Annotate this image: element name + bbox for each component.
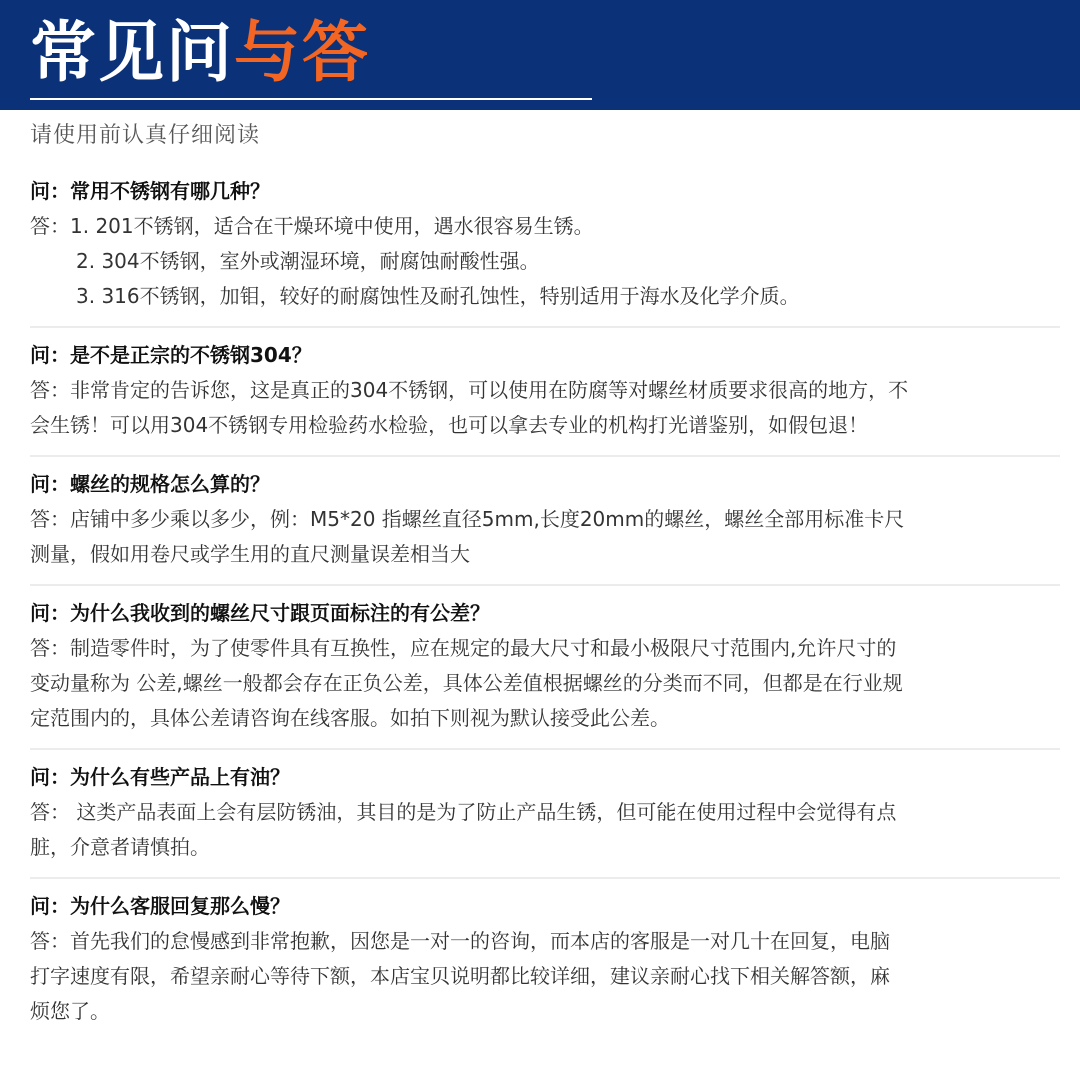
answer-line: 变动量称为 公差,螺丝一般都会存在正负公差，具体公差值根据螺丝的分类而不同，但都是在行业规 — [30, 671, 903, 695]
answer-line: 答：非常肯定的告诉您，这是真正的304不锈钢，可以使用在防腐等对螺丝材质要求很高的地方，不 — [30, 378, 909, 402]
faq-question: 问：是不是正宗的不锈钢304？ — [30, 343, 312, 367]
header-banner — [0, 0, 1080, 110]
faq-item — [30, 596, 1060, 750]
answer-line: 会生锈！可以用304不锈钢专用检验药水检验，也可以拿去专业的机构打光谱鉴别，如假包退！ — [30, 413, 869, 437]
page-subtitle: 请使用前认真仔细阅读 — [30, 123, 261, 148]
faq-item — [30, 338, 1060, 457]
faq-question: 问：常用不锈钢有哪几种？ — [30, 179, 270, 203]
answer-line: 定范围内的，具体公差请咨询在线客服。如拍下则视为默认接受此公差。 — [30, 706, 670, 730]
faq-answer — [30, 631, 1060, 736]
answer-line: 烦您了。 — [30, 999, 110, 1023]
answer-line: 3. 316不锈钢，加钼，较好的耐腐蚀性及耐孔蚀性，特别适用于海水及化学介质。 — [76, 284, 800, 308]
faq-question: 问：为什么有些产品上有油？ — [30, 765, 290, 789]
answer-line: 答：1. 201不锈钢，适合在干燥环境中使用，遇水很容易生锈。 — [30, 214, 594, 238]
page-title-main: 常见问 — [30, 14, 234, 91]
answer-line: 脏，介意者请慎拍。 — [30, 835, 210, 859]
faq-item — [30, 174, 1060, 328]
faq-answer — [30, 502, 1060, 572]
answer-line: 答： 这类产品表面上会有层防锈油，其目的是为了防止产品生锈，但可能在使用过程中会觉得有点 — [30, 800, 897, 824]
faq-item — [30, 889, 1060, 1041]
faq-answer — [30, 924, 1060, 1029]
answer-line: 答：制造零件时，为了使零件具有互换性，应在规定的最大尺寸和最小极限尺寸范围内,允许尺寸的 — [30, 636, 897, 660]
faq-list — [30, 168, 1060, 1051]
answer-line: 测量，假如用卷尺或学生用的直尺测量误差相当大 — [30, 542, 470, 566]
faq-question: 问：为什么我收到的螺丝尺寸跟页面标注的有公差？ — [30, 601, 490, 625]
answer-line: 答：店铺中多少乘以多少，例：M5*20 指螺丝直径5mm,长度20mm的螺丝，螺丝全部用标准卡尺 — [30, 507, 905, 531]
faq-item — [30, 760, 1060, 879]
faq-answer — [30, 795, 1060, 865]
page-title-accent: 与答 — [234, 14, 370, 91]
answer-line: 2. 304不锈钢，室外或潮湿环境，耐腐蚀耐酸性强。 — [76, 249, 540, 273]
page-title — [30, 8, 370, 98]
faq-answer — [30, 373, 1060, 443]
answer-line: 答：首先我们的怠慢感到非常抱歉，因您是一对一的咨询，而本店的客服是一对几十在回复，电脑 — [30, 929, 890, 953]
faq-answer — [30, 209, 1060, 314]
faq-item — [30, 467, 1060, 586]
faq-question: 问：螺丝的规格怎么算的？ — [30, 472, 270, 496]
faq-question: 问：为什么客服回复那么慢？ — [30, 894, 290, 918]
header-divider — [30, 98, 592, 100]
answer-line: 打字速度有限，希望亲耐心等待下额，本店宝贝说明都比较详细，建议亲耐心找下相关解答额，麻 — [30, 964, 890, 988]
